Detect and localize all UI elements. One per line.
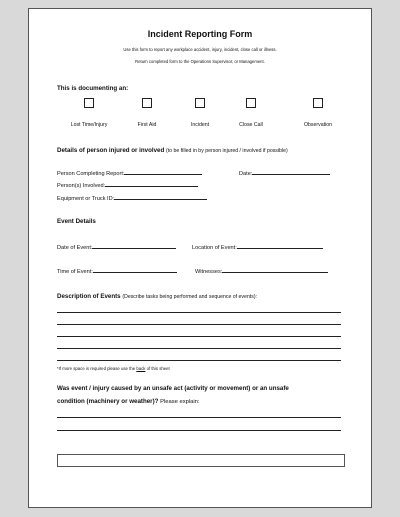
form-title: Incident Reporting Form <box>147 29 253 39</box>
description-line[interactable] <box>57 324 341 325</box>
witnesses-field[interactable] <box>222 267 328 273</box>
date-of-event-label: Date of Event: <box>57 245 93 251</box>
time-of-event-label: Time of Event: <box>57 269 93 275</box>
form-instructions-2: Return completed form to the Operations Supervisor, or Management. <box>135 59 265 64</box>
form-page <box>28 8 372 508</box>
person-details-note: (to be filled in by person injured / involved if possible) <box>166 148 288 154</box>
option-label-first-aid: First Aid <box>137 122 157 128</box>
unsafe-heading-line-2 <box>57 398 199 405</box>
option-label-lost-time-injury: Lost Time/Injury <box>70 122 108 128</box>
location-of-event-label: Location of Event: <box>192 245 237 251</box>
checkbox-first-aid[interactable] <box>142 98 152 108</box>
footnote-text-end: of this sheet <box>145 366 170 371</box>
person-completing-label: Person Completing Report: <box>57 171 125 177</box>
footnote-text-start: *If more space is required please use the <box>57 366 137 371</box>
equipment-label: Equipment or Truck ID: <box>57 196 115 202</box>
documenting-heading: This is documenting an: <box>57 85 129 92</box>
footnote-back: back <box>136 366 146 371</box>
person-completing-field[interactable] <box>124 169 202 175</box>
form-instructions-1: Use this form to report any workplace accident, injury, incident, close call or illness. <box>123 47 277 52</box>
date-label: Date: <box>239 171 253 177</box>
unsafe-question: condition (machinery or weather)? <box>57 398 159 405</box>
persons-involved-field[interactable] <box>105 181 198 187</box>
time-of-event-field[interactable] <box>93 267 177 273</box>
option-label-close-call: Close Call <box>239 122 263 128</box>
description-line[interactable] <box>57 336 341 337</box>
option-label-observation: Observation <box>304 122 332 128</box>
event-details-heading: Event Details <box>57 218 96 225</box>
description-line[interactable] <box>57 312 341 313</box>
description-heading <box>57 293 257 300</box>
witnesses-label: Witnesses: <box>195 269 223 275</box>
date-row <box>239 169 330 177</box>
person-details-heading <box>57 147 288 154</box>
person-details-title: Details of person injured or involved <box>57 147 165 154</box>
date-of-event-row <box>57 243 176 251</box>
person-completing-row <box>57 169 202 177</box>
location-of-event-row <box>192 243 323 251</box>
time-of-event-row <box>57 267 177 275</box>
space-footnote <box>57 366 170 371</box>
persons-involved-row <box>57 181 198 189</box>
description-line[interactable] <box>57 348 341 349</box>
description-note: (Describe tasks being performed and sequence of events): <box>122 294 258 300</box>
witnesses-row <box>195 267 328 275</box>
equipment-row <box>57 194 207 202</box>
date-of-event-field[interactable] <box>92 243 176 249</box>
location-of-event-field[interactable] <box>237 243 323 249</box>
persons-involved-label: Person(s) Involved: <box>57 183 106 189</box>
explanation-line[interactable] <box>57 430 341 431</box>
checkbox-close-call[interactable] <box>246 98 256 108</box>
unsafe-heading-line-1: Was event / injury caused by an unsafe act (activity or movement) or an unsafe <box>57 385 289 392</box>
checkbox-observation[interactable] <box>313 98 323 108</box>
option-label-incident: Incident <box>190 122 210 128</box>
description-line[interactable] <box>57 360 341 361</box>
equipment-field[interactable] <box>114 194 207 200</box>
description-title: Description of Events <box>57 293 121 300</box>
checkbox-incident[interactable] <box>195 98 205 108</box>
bottom-text-box[interactable] <box>57 454 345 467</box>
date-field[interactable] <box>252 169 330 175</box>
please-explain-label: Please explain: <box>160 399 200 405</box>
checkbox-lost-time-injury[interactable] <box>84 98 94 108</box>
explanation-line[interactable] <box>57 417 341 418</box>
